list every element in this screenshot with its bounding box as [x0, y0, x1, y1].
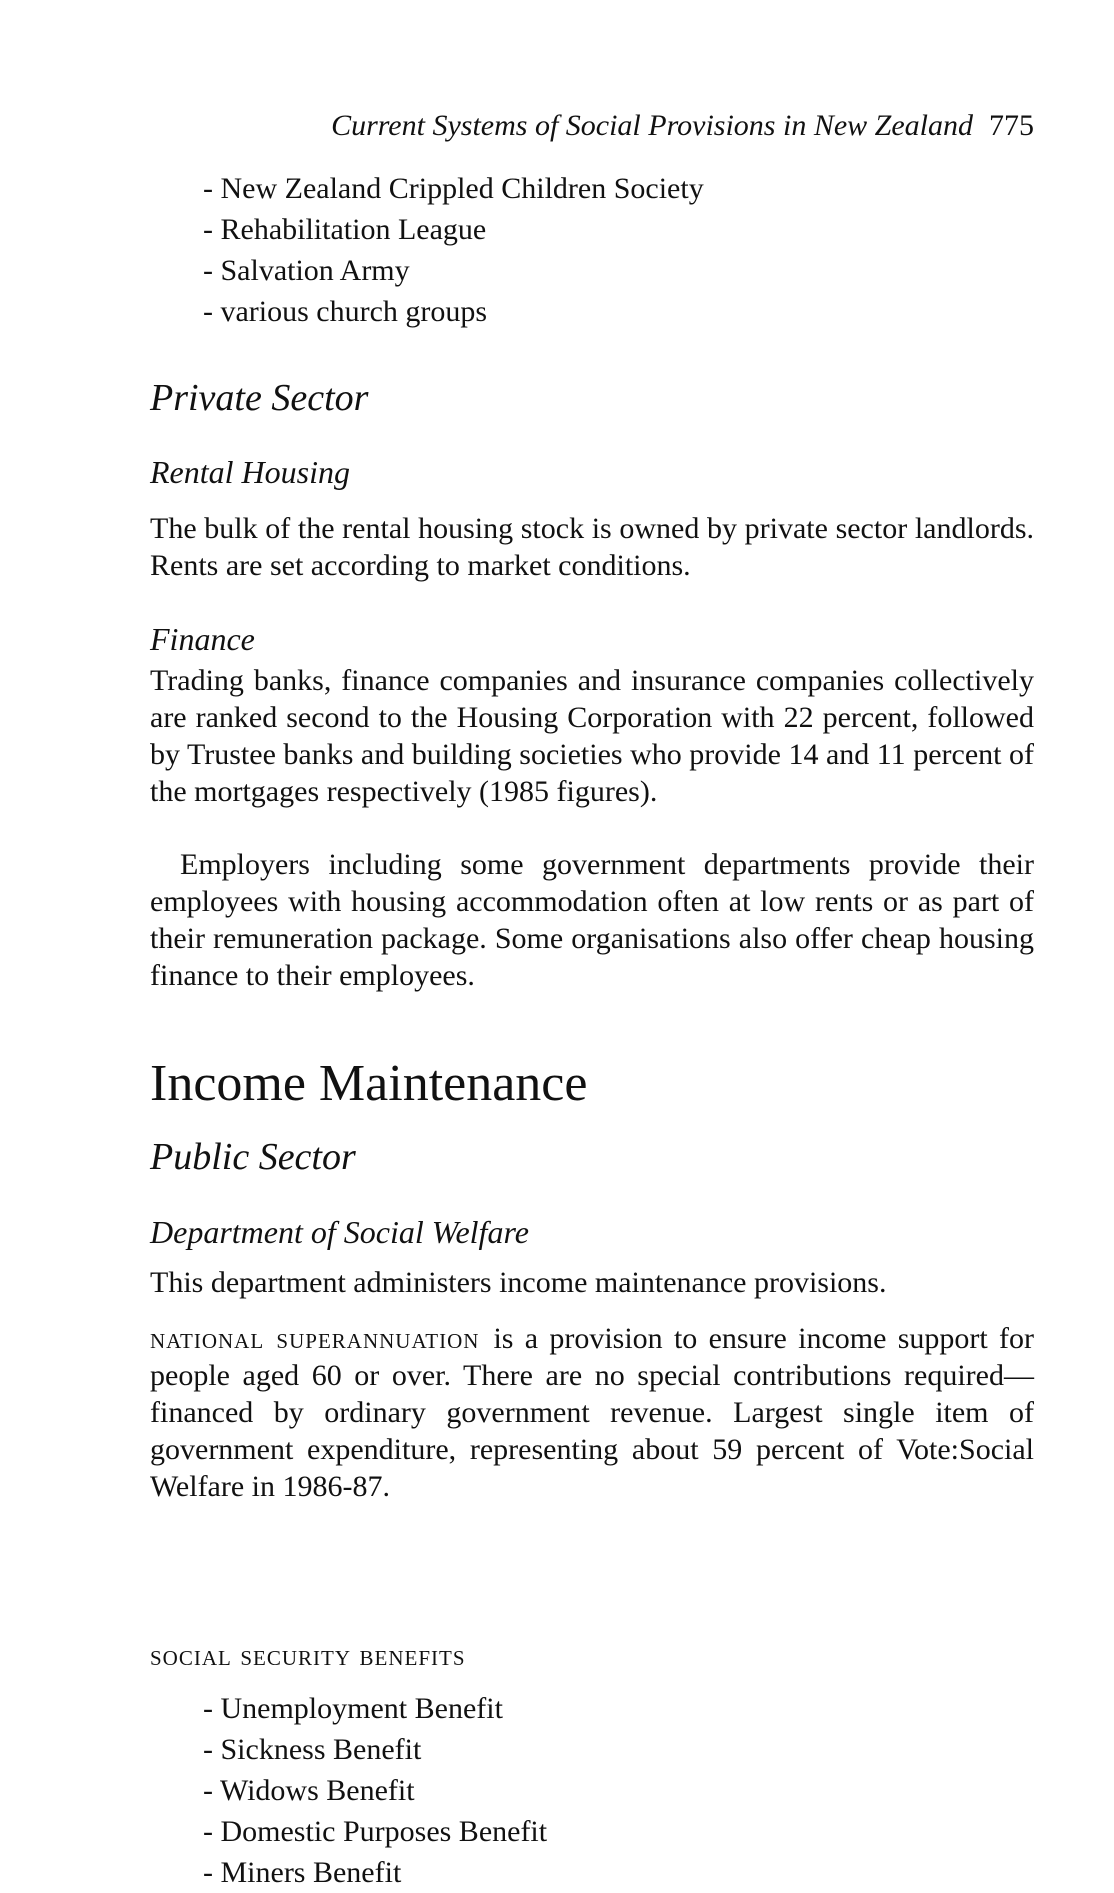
- running-head-title: Current Systems of Social Provisions in New Zealand: [331, 109, 973, 142]
- list-item: - Widows Benefit: [203, 1774, 415, 1807]
- benefits-list: [203, 1688, 547, 1893]
- list-item: - Sickness Benefit: [203, 1733, 422, 1766]
- public-sector-heading: Public Sector: [150, 1136, 356, 1178]
- rental-housing-paragraph: The bulk of the rental housing stock is owned by private sector landlords. Rents are set according to market conditions.: [150, 512, 1034, 582]
- organisations-list: [203, 168, 704, 332]
- national-superannuation-label: national superannuation: [150, 1322, 480, 1355]
- income-maintenance-heading: Income Maintenance: [150, 1055, 588, 1112]
- finance-heading: Finance: [150, 621, 255, 657]
- list-item: - Salvation Army: [203, 254, 410, 287]
- page-number: 775: [989, 109, 1034, 142]
- finance-paragraph-1: Trading banks, finance companies and insurance companies collectively are ranked second to the Housing Corporation with 22 percent, followed by Trustee banks and building societies who provide 14 and 11 percent of the mortgages respectively (1985 figures).: [150, 664, 1034, 808]
- list-item: - various church groups: [203, 295, 488, 328]
- finance-paragraph-2: Employers including some government departments provide their employees with housing accommodation often at low rents or as part of their remuneration package. Some organisations also offer cheap housing finance to their employees.: [150, 848, 1034, 992]
- running-head: [150, 108, 1034, 144]
- rental-housing-heading: Rental Housing: [150, 454, 350, 490]
- list-item: - Unemployment Benefit: [203, 1692, 503, 1725]
- national-superannuation-paragraph: [150, 1320, 1034, 1505]
- dsw-paragraph: This department administers income maintenance provisions.: [150, 1266, 887, 1299]
- dsw-heading: Department of Social Welfare: [150, 1214, 529, 1250]
- list-item: - Domestic Purposes Benefit: [203, 1815, 548, 1848]
- list-item: - Rehabilitation League: [203, 213, 487, 246]
- national-superannuation-text: is a provision to ensure income support for people aged 60 or over. There are no special contributions required—financed by ordinary government revenue. Largest single item of government expenditure, representing about 59 percent of Vote:Social Welfare in 1986-87.: [150, 1322, 1034, 1503]
- private-sector-heading: Private Sector: [150, 377, 369, 419]
- list-item: - Miners Benefit: [203, 1856, 402, 1889]
- list-item: - New Zealand Crippled Children Society: [203, 172, 704, 205]
- social-security-label: social security benefits: [150, 1639, 466, 1672]
